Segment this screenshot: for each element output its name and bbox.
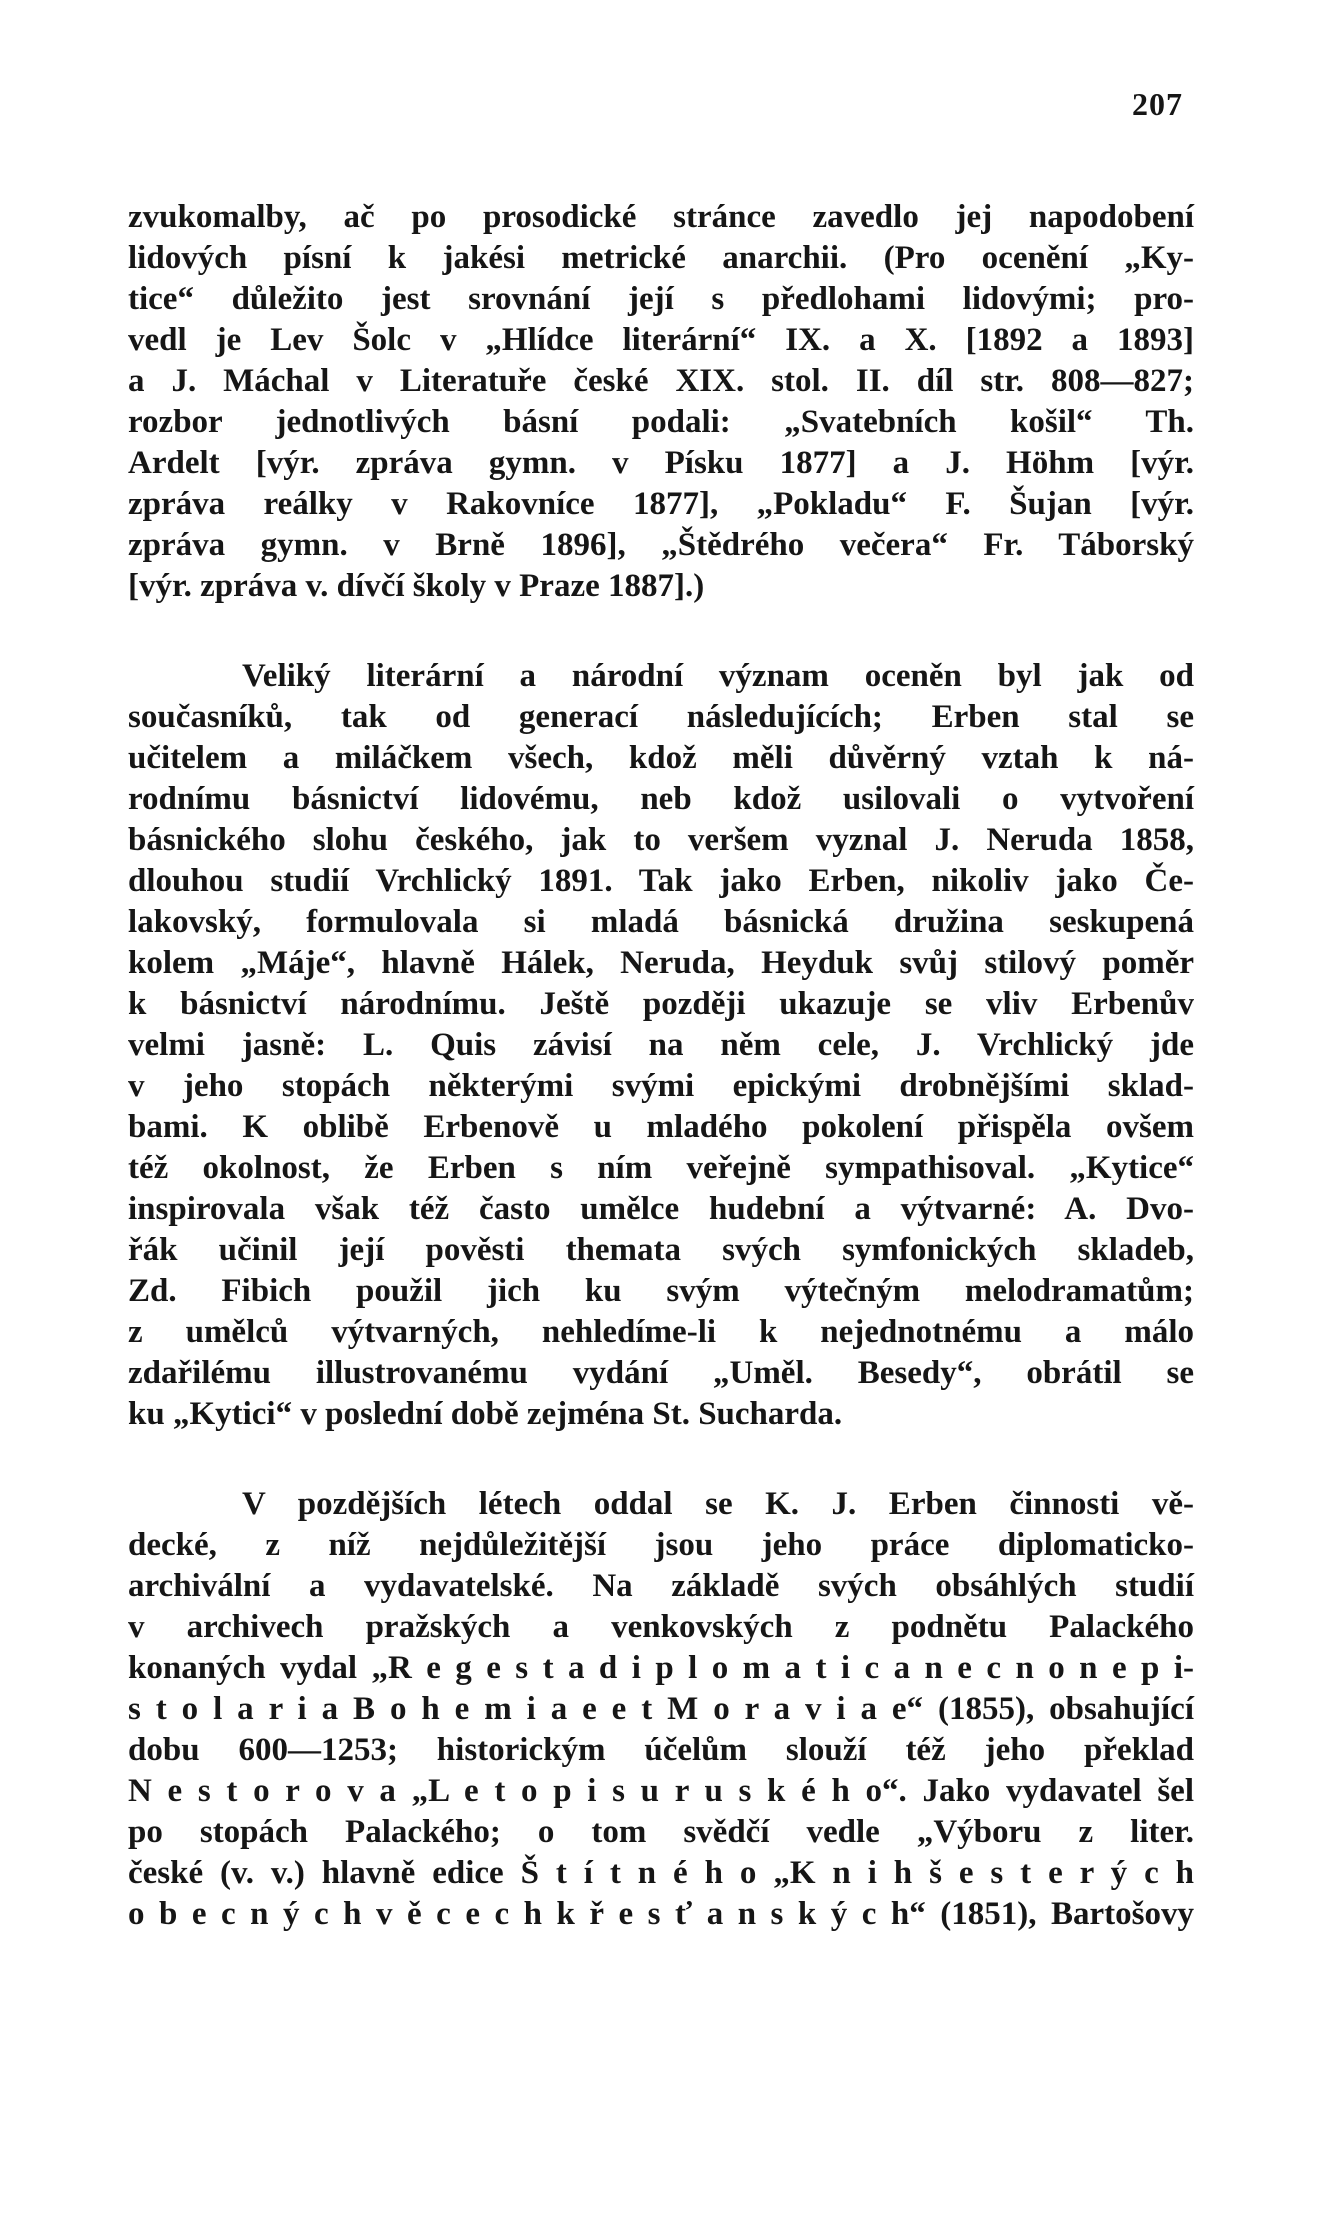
page-number: 207: [1132, 86, 1183, 122]
text-line: Veliký literární a národní význam oceněn byl jak od: [242, 658, 1194, 694]
text-line: v archivech pražských a venkovských z podnětu Palackého: [128, 1609, 1194, 1645]
text-line: po stopách Palackého; o tom svědčí vedle „Výboru z liter.: [128, 1814, 1194, 1850]
text-line: z umělců výtvarných, nehledíme-li k nejednotnému a málo: [128, 1314, 1194, 1350]
text-line: zdařilému illustrovanému vydání „Uměl. Besedy“, obrátil se: [128, 1355, 1194, 1391]
text-line: Zd. Fibich použil jich ku svým výtečným melodramatům;: [128, 1273, 1194, 1309]
text-line: V pozdějších létech oddal se K. J. Erben činnosti vě-: [242, 1486, 1194, 1522]
text-line: konaných vydal „R e g e s t a d i p l o m a t i c a n e c n o n e p i-: [128, 1650, 1194, 1686]
text-line: a J. Máchal v Literatuře české XIX. stol. II. díl str. 808—827;: [128, 363, 1194, 399]
text-line: ku „Kytici“ v poslední době zejména St. Sucharda.: [128, 1396, 843, 1432]
text-line: Ardelt [výr. zpráva gymn. v Písku 1877] a J. Höhm [výr.: [128, 445, 1194, 481]
text-line: řák učinil její pověsti themata svých symfonických skladeb,: [128, 1232, 1194, 1268]
text-line: tice“ důležito jest srovnání její s předlohami lidovými; pro-: [128, 281, 1194, 317]
text-line: zpráva gymn. v Brně 1896], „Štědrého večera“ Fr. Táborský: [128, 527, 1194, 563]
text-line: o b e c n ý c h v ě c e c h k ř e s ť a n s k ý c h“ (1851), Bartošovy: [128, 1896, 1194, 1932]
text-line: rozbor jednotlivých básní podali: „Svatebních košil“ Th.: [128, 404, 1194, 440]
text-line: k básnictví národnímu. Ještě později ukazuje se vliv Erbenův: [128, 986, 1194, 1022]
text-line: lidových písní k jakési metrické anarchii. (Pro ocenění „Ky-: [128, 240, 1194, 276]
text-line: současníků, tak od generací následujících; Erben stal se: [128, 699, 1194, 735]
text-line: archivální a vydavatelské. Na základě svých obsáhlých studií: [128, 1568, 1194, 1604]
text-line: zvukomalby, ač po prosodické stránce zavedlo jej napodobení: [128, 199, 1194, 235]
text-line: bami. K oblibě Erbenově u mladého pokolení přispěla ovšem: [128, 1109, 1194, 1145]
text-line: inspirovala však též často umělce hudební a výtvarné: A. Dvo-: [128, 1191, 1194, 1227]
text-line: decké, z níž nejdůležitější jsou jeho práce diplomaticko-: [128, 1527, 1194, 1563]
text-line: velmi jasně: L. Quis závisí na něm cele, J. Vrchlický jde: [128, 1027, 1194, 1063]
text-line: též okolnost, že Erben s ním veřejně sympathisoval. „Kytice“: [128, 1150, 1194, 1186]
text-line: zpráva reálky v Rakovníce 1877], „Pokladu“ F. Šujan [výr.: [128, 486, 1194, 522]
text-line: s t o l a r i a B o h e m i a e e t M o r a v i a e“ (1855), obsahující: [128, 1691, 1194, 1727]
text-line: básnického slohu českého, jak to veršem vyznal J. Neruda 1858,: [128, 822, 1194, 858]
text-line: kolem „Máje“, hlavně Hálek, Neruda, Heyduk svůj stilový poměr: [128, 945, 1194, 981]
text-line: lakovský, formulovala si mladá básnická družina seskupená: [128, 904, 1194, 940]
text-line: N e s t o r o v a „L e t o p i s u r u s k é h o“. Jako vydavatel šel: [128, 1773, 1194, 1809]
text-line: v jeho stopách některými svými epickými drobnějšími sklad-: [128, 1068, 1194, 1104]
text-line: učitelem a miláčkem všech, kdož měli důvěrný vztah k ná-: [128, 740, 1194, 776]
text-line: dobu 600—1253; historickým účelům slouží též jeho překlad: [128, 1732, 1194, 1768]
text-line: dlouhou studií Vrchlický 1891. Tak jako Erben, nikoliv jako Če-: [128, 863, 1194, 899]
text-line: české (v. v.) hlavně edice Š t í t n é h o „K n i h š e s t e r ý c h: [128, 1855, 1194, 1891]
text-line: [výr. zpráva v. dívčí školy v Praze 1887].): [128, 568, 705, 604]
text-line: vedl je Lev Šolc v „Hlídce literární“ IX. a X. [1892 a 1893]: [128, 322, 1194, 358]
text-line: rodnímu básnictví lidovému, neb kdož usilovali o vytvoření: [128, 781, 1194, 817]
